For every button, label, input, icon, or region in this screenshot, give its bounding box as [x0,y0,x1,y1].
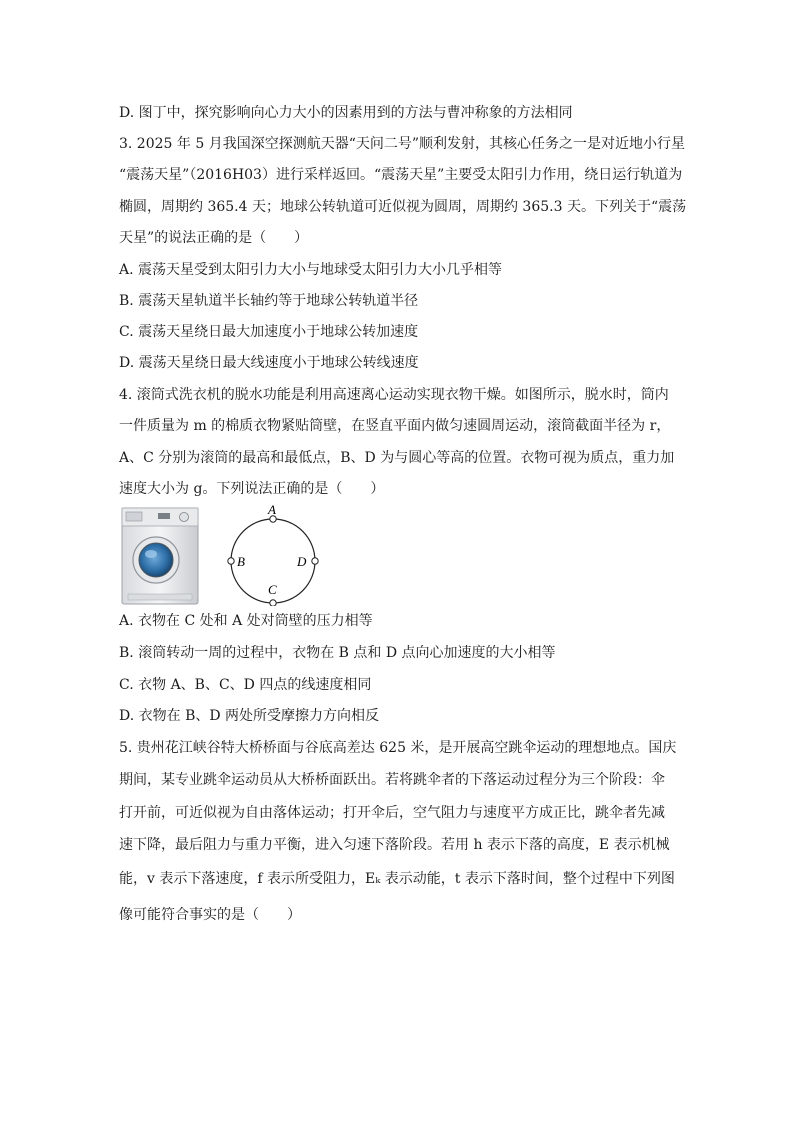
point-b-marker [228,558,234,564]
label-c: C [268,582,277,597]
q4-stem-line-4: 速度大小为 g。下列说法正确的是（ ） [119,481,385,497]
q5-stem-line-4: 速下降，最后阻力与重力平衡，进入匀速下落阶段。若用 h 表示下落的高度，E 表示机械 [119,837,670,853]
q3-stem-line-4: 天星”的说法正确的是（ ） [119,230,309,246]
q4-stem-line-1: 4. 滚筒式洗衣机的脱水功能是利用高速离心运动实现衣物干燥。如图所示，脱水时，筒内 [119,387,669,403]
q3-stem-line-2: “震荡天星”（2016H03）进行采样返回。“震荡天星”主要受太阳引力作用，绕日运行轨道为 [119,167,683,183]
q3-stem-line-1: 3. 2025 年 5 月我国深空探测航天器“天问二号”顺利发射，其核心任务之一是对近地小行星 [119,136,686,152]
drum-cross-section-diagram [226,502,326,610]
q4-stem-line-3: A、C 分别为滚筒的最高和最低点，B、D 为与圆心等高的位置。衣物可视为质点，重力加 [119,450,675,466]
q5-stem-line-2: 期间，某专业跳伞运动员从大桥桥面跃出。若将跳伞者的下落运动过程分为三个阶段：伞 [119,772,665,788]
q5-stem-line-3: 打开前，可近似视为自由落体运动；打开伞后，空气阻力与速度平方成正比，跳伞者先减 [119,805,665,821]
q4-option-b: B. 滚筒转动一周的过程中，衣物在 B 点和 D 点向心加速度的大小相等 [119,645,556,661]
point-d-marker [312,558,318,564]
q5-stem-line-5: 能，v 表示下落速度，f 表示所受阻力，Eₖ 表示动能，t 表示下落时间，整个过程中下列图 [119,871,675,887]
drum-circle-svg [226,502,326,606]
q3-option-a: A. 震荡天星受到太阳引力大小与地球受太阳引力大小几乎相等 [119,262,503,278]
q4-option-d: D. 衣物在 B、D 两处所受摩擦力方向相反 [119,708,380,724]
q4-option-a: A. 衣物在 C 处和 A 处对筒壁的压力相等 [119,613,373,629]
washing-machine-icon [120,506,202,606]
q3-option-c: C. 震荡天星绕日最大加速度小于地球公转加速度 [119,324,419,340]
q3-option-b: B. 震荡天星轨道半长轴约等于地球公转轨道半径 [119,293,419,309]
q3-stem-line-3: 椭圆，周期约 365.4 天；地球公转轨道可近似视为圆周，周期约 365.3 天。下列关于“震荡 [119,199,687,215]
label-b: B [237,554,245,569]
q5-stem-line-6: 像可能符合事实的是（ ） [119,907,301,923]
q5-stem-line-1: 5. 贵州花江峡谷特大桥桥面与谷底高差达 625 米，是开展高空跳伞运动的理想地点。国庆 [119,740,677,756]
label-d: D [297,554,307,569]
point-c-marker [270,600,276,606]
q4-stem-line-2: 一件质量为 m 的棉质衣物紧贴筒壁，在竖直平面内做匀速圆周运动，滚筒截面半径为 r， [119,418,671,434]
q3-option-d: D. 震荡天星绕日最大线速度小于地球公转线速度 [119,355,419,371]
q4-option-c: C. 衣物 A、B、C、D 四点的线速度相同 [119,677,372,693]
washing-machine-image [120,506,202,610]
q2-option-d: D. 图丁中，探究影响向心力大小的因素用到的方法与曹冲称象的方法相同 [119,105,573,121]
label-a: A [268,502,276,517]
